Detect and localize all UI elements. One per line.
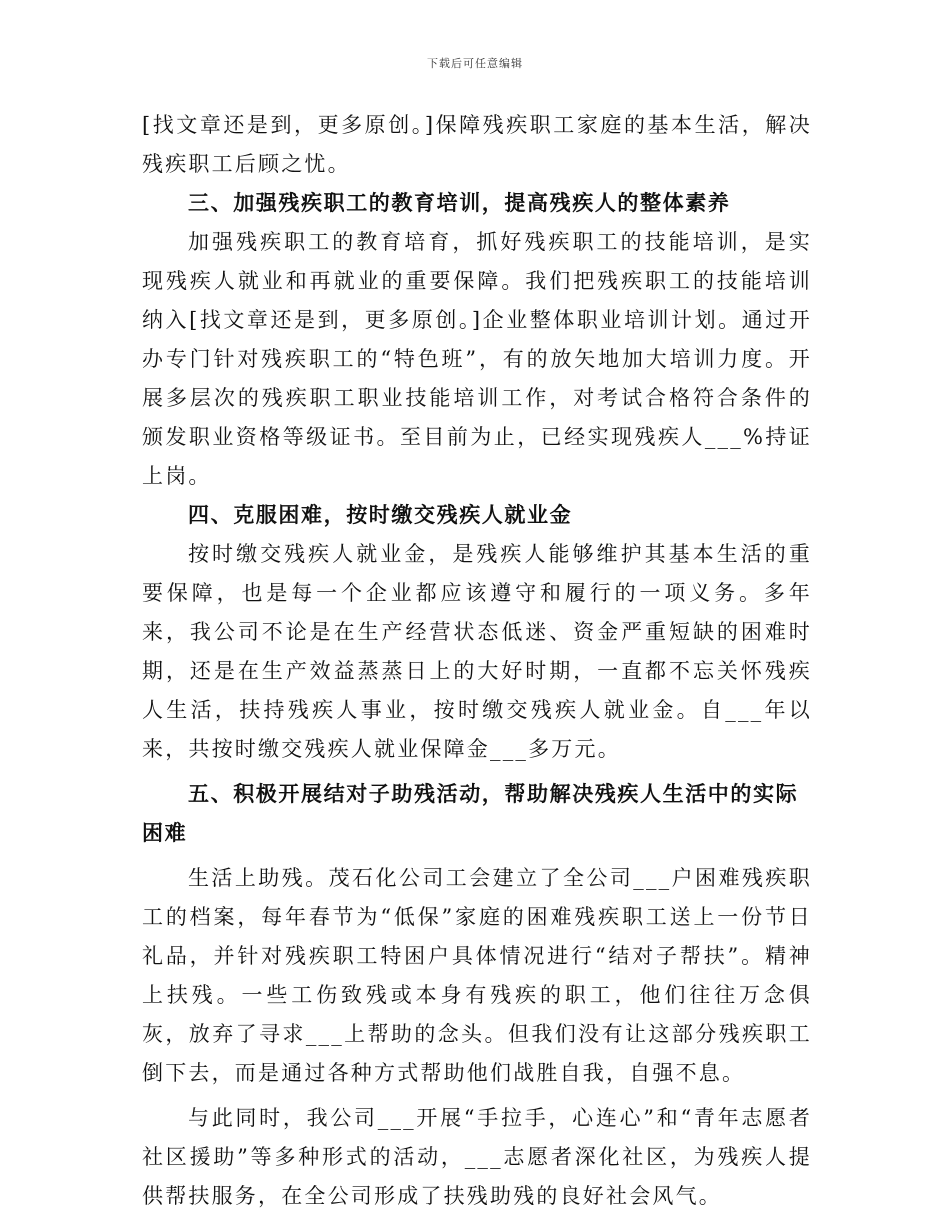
section-heading-3: 三、加强残疾职工的教育培训，提高残疾人的整体素养 — [188, 191, 731, 215]
paragraph-training: 加强残疾职工的教育培育，抓好残疾职工的技能培训，是实现残疾人就业和再就业的重要保障。我们把残疾职工的技能培训纳入[找文章还是到，更多原创。]企业整体职业培训计划。通过开办专门针对残疾职工的“特色班”，有的放矢地加大培训力度。开展多层次的残疾职工职业技能培训工作，对考试合格符合条件的颁发职业资格等级证书。至目前为止，已经实现残疾人___%持证上岗。 — [142, 230, 812, 488]
page-header-note: 下载后可任意编辑 — [427, 57, 523, 70]
paragraph-volunteer: 与此同时，我公司___开展“手拉手，心连心”和“青年志愿者社区援助”等多种形式的活动，___志愿者深化社区，为残疾人提供帮扶服务，在全公司形成了扶残助残的良好社会风气。 — [142, 1106, 812, 1208]
section-heading-4: 四、克服困难，按时缴交残疾人就业金 — [188, 503, 573, 527]
document-body — [142, 106, 812, 1216]
paragraph-assistance: 生活上助残。茂石化公司工会建立了全公司___户困难残疾职工的档案，每年春节为“低保”家庭的困难残疾职工送上一份节日礼品，并针对残疾职工特困户具体情况进行“结对子帮扶”。精神上扶残。一些工伤致残或本身有残疾的职工，他们往往万念俱灰，放弃了寻求___上帮助的念头。但我们没有让这部分残疾职工倒下去，而是通过各种方式帮助他们战胜自我，自强不息。 — [142, 866, 812, 1085]
paragraph-employment-fund: 按时缴交残疾人就业金，是残疾人能够维护其基本生活的重要保障，也是每一个企业都应该遵守和履行的一项义务。多年来，我公司不论是在生产经营状态低迷、资金严重短缺的困难时期，还是在生产效益蒸蒸日上的大好时期，一直都不忘关怀残疾人生活，扶持残疾人事业，按时缴交残疾人就业金。自___年以来，共按时缴交残疾人就业保障金___多万元。 — [142, 542, 812, 761]
paragraph-continuation: [找文章还是到，更多原创。]保障残疾职工家庭的基本生活，解决残疾职工后顾之忧。 — [142, 113, 812, 176]
section-heading-5: 五、积极开展结对子助残活动，帮助解决残疾人生活中的实际困难 — [142, 782, 799, 845]
